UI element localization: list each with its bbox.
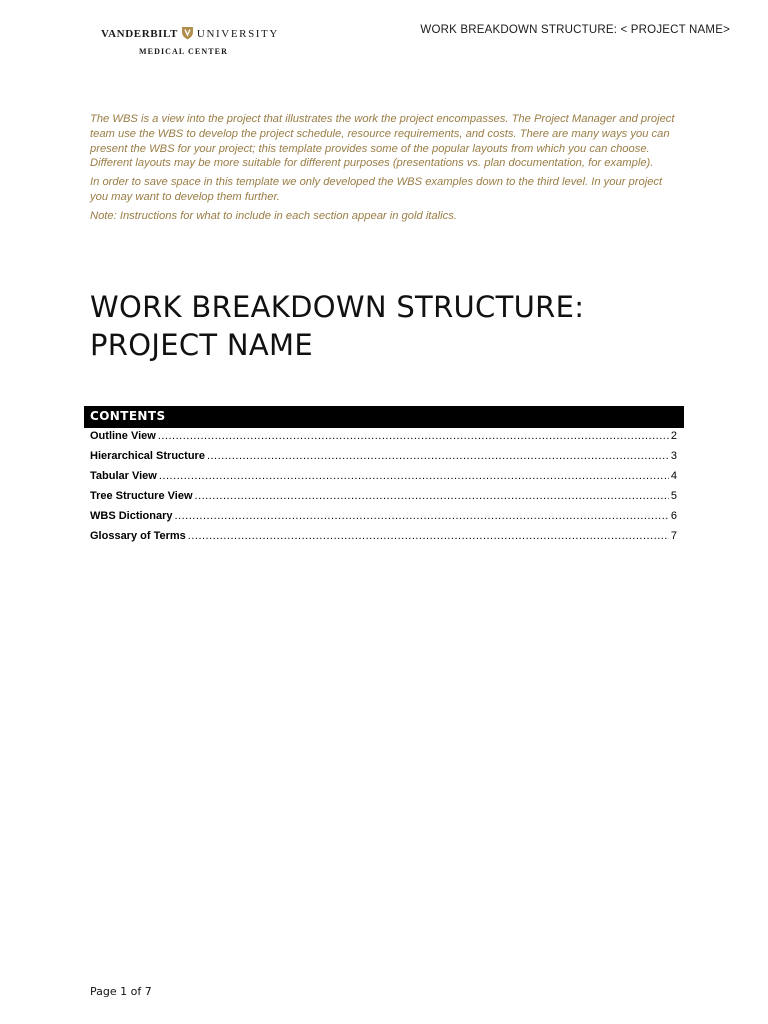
contents-heading: CONTENTS: [90, 409, 166, 423]
toc-entry-label[interactable]: WBS Dictionary: [90, 510, 173, 522]
instruction-paragraph-1: The WBS is a view into the project that illustrates the work the project encompasses. The Project Manager and project team use the WBS to develop the project schedule, resource requirements, and costs. There are many ways you can present the WBS for your project; this template provides some of the popular layouts from which you can choose. Different layouts may be more suitable for different purposes (presentations vs. plan documentation, for example).: [90, 113, 675, 170]
page-title-line-2: PROJECT NAME: [90, 328, 313, 362]
logo-university: UNIVERSITY: [196, 28, 279, 40]
toc-entry-page[interactable]: 5: [670, 490, 677, 502]
toc-entry-page[interactable]: 4: [670, 470, 677, 482]
contents-heading-bar: [84, 406, 684, 428]
logo-wordmark: [101, 26, 279, 40]
toc-entry-label[interactable]: Tabular View: [90, 470, 157, 482]
toc-entry-wbs-dictionary[interactable]: [90, 509, 677, 529]
page-title-line-1: WORK BREAKDOWN STRUCTURE:: [90, 290, 585, 324]
table-of-contents: [90, 429, 677, 549]
toc-dot-leader: [207, 449, 669, 463]
toc-dot-leader: [159, 469, 669, 483]
shield-icon: [181, 26, 194, 40]
toc-entry-tree-structure-view[interactable]: [90, 489, 677, 509]
toc-entry-label[interactable]: Hierarchical Structure: [90, 450, 205, 462]
toc-dot-leader: [188, 529, 669, 543]
toc-entry-outline-view[interactable]: [90, 429, 677, 449]
toc-dot-leader: [195, 489, 669, 503]
instructions-block: [90, 112, 678, 228]
instruction-paragraph-3: Note: Instructions for what to include in each section appear in gold italics.: [90, 209, 457, 222]
logo-name: VANDERBILT: [101, 28, 178, 40]
instruction-paragraph-2: In order to save space in this template we only developed the WBS examples down to the third level. In your project you may want to develop them further.: [90, 176, 663, 203]
header-document-title: WORK BREAKDOWN STRUCTURE: < PROJECT NAME>: [420, 24, 730, 36]
toc-entry-label[interactable]: Glossary of Terms: [90, 530, 186, 542]
toc-entry-label[interactable]: Tree Structure View: [90, 490, 193, 502]
toc-entry-page[interactable]: 6: [670, 510, 677, 522]
toc-entry-page[interactable]: 2: [670, 430, 677, 442]
toc-entry-hierarchical-structure[interactable]: [90, 449, 677, 469]
toc-entry-tabular-view[interactable]: [90, 469, 677, 489]
logo-subtitle: MEDICAL CENTER: [139, 47, 228, 56]
page-footer: Page 1 of 7: [90, 985, 152, 998]
toc-entry-glossary-of-terms[interactable]: [90, 529, 677, 549]
toc-entry-page[interactable]: 7: [670, 530, 677, 542]
toc-dot-leader: [175, 509, 669, 523]
toc-entry-page[interactable]: 3: [670, 450, 677, 462]
university-logo: [101, 26, 279, 60]
toc-entry-label[interactable]: Outline View: [90, 430, 156, 442]
page-title: [90, 288, 690, 364]
toc-dot-leader: [158, 429, 669, 443]
